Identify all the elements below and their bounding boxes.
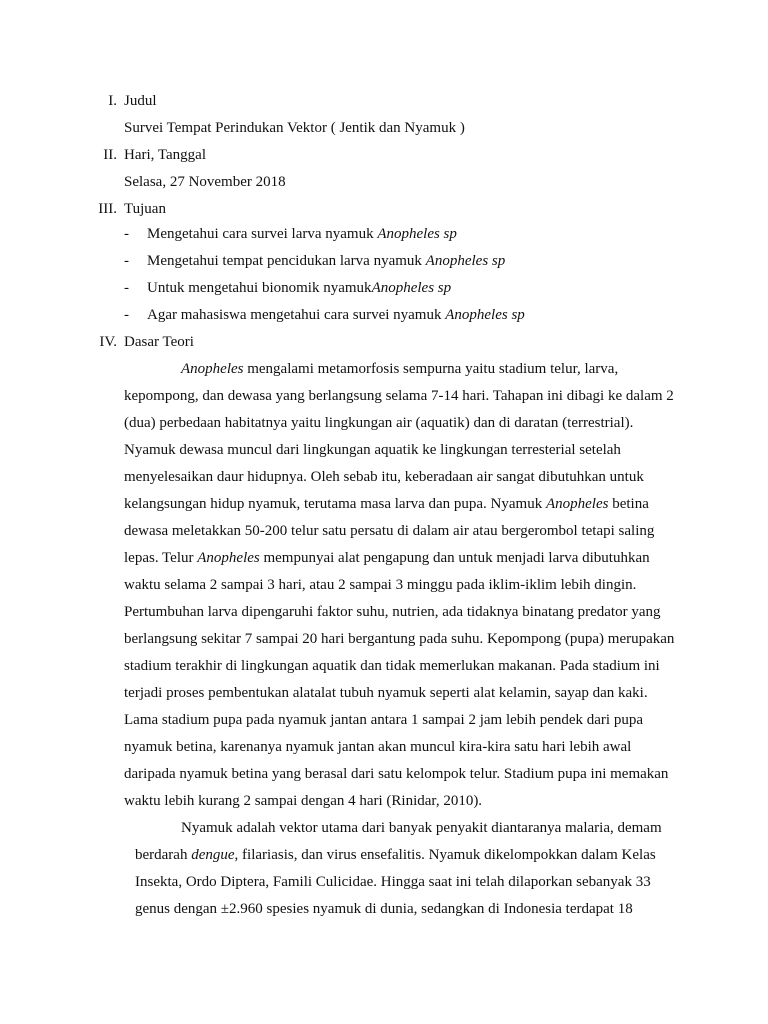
paragraph-line: stadium terakhir di lingkungan aquatik dan tidak memerlukan makanan. Pada stadium ini	[124, 658, 660, 674]
paragraph-line: waktu selama 2 sampai 3 hari, atau 2 sampai 3 minggu pada iklim-iklim lebih dingin.	[124, 577, 637, 593]
tanggal-text: Selasa, 27 November 2018	[124, 174, 286, 190]
list-item: Mengetahui tempat pencidukan larva nyamuk Anopheles sp	[147, 253, 506, 269]
paragraph-line: dewasa meletakkan 50-200 telur satu persatu di dalam air atau bergerombol tetapi saling	[124, 523, 655, 539]
paragraph-line: Anopheles mengalami metamorfosis sempurna yaitu stadium telur, larva,	[181, 361, 619, 377]
section-heading: Judul	[124, 93, 157, 109]
paragraph-line: berlangsung sekitar 7 sampai 20 hari bergantung pada suhu. Kepompong (pupa) merupakan	[124, 631, 675, 647]
paragraph-line: daripada nyamuk betina yang berasal dari satu kelompok telur. Stadium pupa ini memakan	[124, 766, 669, 782]
paragraph-line: terjadi proses pembentukan alatalat tubuh nyamuk seperti alat kelamin, sayap dan kaki.	[124, 685, 648, 701]
paragraph-line: genus dengan ±2.960 spesies nyamuk di dunia, sedangkan di Indonesia terdapat 18	[135, 901, 633, 917]
paragraph-line: nyamuk betina, karenanya nyamuk jantan akan muncul kira-kira satu hari lebih awal	[124, 739, 632, 755]
paragraph-line: (dua) perbedaan habitatnya yaitu lingkungan air (aquatik) dan di daratan (terrestrial).	[124, 415, 634, 431]
paragraph-line: Nyamuk adalah vektor utama dari banyak penyakit diantaranya malaria, demam	[181, 820, 662, 836]
list-item: Mengetahui cara survei larva nyamuk Anopheles sp	[147, 226, 457, 242]
list-bullet: -	[124, 253, 129, 269]
paragraph-line: berdarah dengue, filariasis, dan virus ensefalitis. Nyamuk dikelompokkan dalam Kelas	[135, 847, 656, 863]
paragraph-line: Insekta, Ordo Diptera, Famili Culicidae. Hingga saat ini telah dilaporkan sebanyak 33	[135, 874, 651, 890]
section-number: II.	[103, 147, 117, 163]
section-number: I.	[108, 93, 117, 109]
paragraph-line: Pertumbuhan larva dipengaruhi faktor suhu, nutrien, ada tidaknya binatang predator yang	[124, 604, 661, 620]
paragraph-line: kelangsungan hidup nyamuk, terutama masa larva dan pupa. Nyamuk Anopheles betina	[124, 496, 649, 512]
paragraph-line: Lama stadium pupa pada nyamuk jantan antara 1 sampai 2 jam lebih pendek dari pupa	[124, 712, 643, 728]
paragraph-line: kepompong, dan dewasa yang berlangsung selama 7-14 hari. Tahapan ini dibagi ke dalam 2	[124, 388, 674, 404]
paragraph-line: Nyamuk dewasa muncul dari lingkungan aquatik ke lingkungan terresterial setelah	[124, 442, 621, 458]
judul-text: Survei Tempat Perindukan Vektor ( Jentik dan Nyamuk )	[124, 120, 465, 136]
section-heading: Dasar Teori	[124, 334, 194, 350]
section-heading: Hari, Tanggal	[124, 147, 206, 163]
list-bullet: -	[124, 280, 129, 296]
list-bullet: -	[124, 226, 129, 242]
paragraph-line: menyelesaikan daur hidupnya. Oleh sebab itu, keberadaan air sangat dibutuhkan untuk	[124, 469, 644, 485]
section-heading: Tujuan	[124, 201, 166, 217]
list-item: Untuk mengetahui bionomik nyamukAnopheles sp	[147, 280, 452, 296]
section-number: III.	[98, 201, 117, 217]
section-number: IV.	[99, 334, 117, 350]
paragraph-line: lepas. Telur Anopheles mempunyai alat pengapung dan untuk menjadi larva dibutuhkan	[124, 550, 650, 566]
list-item: Agar mahasiswa mengetahui cara survei nyamuk Anopheles sp	[147, 307, 525, 323]
paragraph-line-last: waktu lebih kurang 2 sampai dengan 4 hari (Rinidar, 2010).	[124, 793, 483, 809]
list-bullet: -	[124, 307, 129, 323]
